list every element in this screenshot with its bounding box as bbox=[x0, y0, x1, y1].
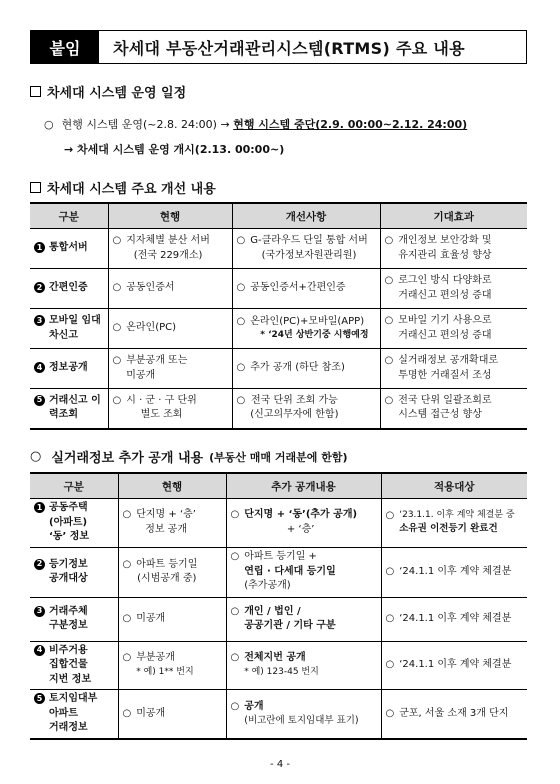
schedule-line-2: → 차세대 시스템 운영 개시(2.13. 00:00~) bbox=[64, 143, 285, 156]
col-header: 기대효과 bbox=[380, 203, 527, 229]
cell-text: 시스템 접근성 향상 bbox=[398, 409, 482, 421]
col-header: 현행 bbox=[108, 203, 232, 229]
cell-text: ‘24.1.1 이후 계약 체결분 bbox=[399, 659, 512, 670]
cell-text: 미공개 bbox=[126, 369, 156, 381]
number-badge-icon: 4 bbox=[34, 362, 45, 373]
cell-text: 아파트 등기일 + bbox=[244, 551, 317, 563]
table-row: 3 거래주체 구분정보 ○ 미공개 ○ 개인 / 법인 / 공공기관 / 기타 구분 ○ ‘24.1.1 이후 계약 체결분 bbox=[30, 597, 527, 641]
section1-heading bbox=[30, 82, 186, 101]
row-label: 거래정보 bbox=[49, 722, 88, 733]
circle-bullet-icon: ○ bbox=[44, 118, 54, 131]
col-header: 추가 공개내용 bbox=[226, 473, 381, 499]
cell-text: 정보 공개 bbox=[145, 523, 188, 535]
number-badge-icon: 1 bbox=[34, 242, 45, 253]
row-label: 통합서버 bbox=[49, 242, 88, 254]
cell-text: 온라인(PC) bbox=[126, 322, 177, 334]
row-label: 간편인증 bbox=[49, 282, 88, 294]
row-label: 비주거용 bbox=[49, 644, 88, 656]
number-badge-icon: 2 bbox=[34, 559, 45, 570]
table-row: 2 등기정보 공개대상 ○ 아파트 등기일 (시범공개 중) ○ 아파트 등기일 + 연립 · 다세대 등기일 (추가공개) ○ ‘24.1.1 이후 계약 체결분 bbox=[30, 547, 527, 597]
cell-text: 거래신고 편의성 증대 bbox=[398, 329, 492, 341]
cell-text: 공동인증서+간편인증 bbox=[250, 282, 346, 294]
row-label: ‘동’ 정보 bbox=[49, 531, 90, 542]
cell-text: 시 · 군 · 구 단위 bbox=[126, 394, 197, 406]
square-bullet-icon bbox=[30, 182, 41, 193]
cell-text: (국가정보자원관리원) bbox=[261, 249, 357, 261]
cell-text: 공동인증서 bbox=[126, 282, 175, 294]
cell-text: 단지명 + ‘층’ bbox=[136, 509, 196, 521]
cell-note: * ‘24년 상반기중 시행예정 bbox=[260, 330, 369, 341]
title-bar bbox=[30, 30, 527, 64]
col-header: 구분 bbox=[30, 203, 108, 229]
table-row: 4 비주거용 집합건물 지번 정보 ○ 부분공개 * 예) 1** 번지 ○ 전체지번 공개 * 예) 123-45 번지 ○ ‘24.1.1 이후 계약 체결분 bbox=[30, 641, 527, 690]
cell-text: 지자체별 분산 서버 bbox=[126, 235, 210, 246]
cell-text: 로그인 방식 다양화로 bbox=[398, 275, 492, 286]
page-title: 차세대 부동산거래관리시스템(RTMS) 주요 내용 bbox=[113, 38, 465, 58]
cell-text: 공공기관 / 기타 구분 bbox=[244, 620, 336, 631]
row-label: 구분정보 bbox=[49, 620, 88, 631]
cell-text: G-클라우드 단일 통합 서버 bbox=[250, 235, 368, 246]
row-label: 모바일 임대차신고 bbox=[49, 315, 101, 341]
circle-bullet-icon: ○ bbox=[30, 449, 42, 464]
col-header: 적용대상 bbox=[381, 473, 527, 499]
number-badge-icon: 5 bbox=[34, 395, 45, 406]
cell-text: 거래신고 편의성 증대 bbox=[398, 289, 492, 301]
table-row: 4 정보공개 ○ 부분공개 또는 미공개 ○ 추가 공개 (하단 참조) ○ 실거래정보 공개확대로 투명한 거래질서 조성 bbox=[30, 349, 527, 389]
schedule-suspend: 현행 시스템 중단(2.9. 00:00~2.12. 24:00) bbox=[233, 118, 468, 131]
cell-text: 미공개 bbox=[136, 612, 166, 624]
row-label: 아파트 bbox=[49, 707, 78, 719]
cell-text: (신고의무자에 한함) bbox=[250, 409, 339, 421]
section3-heading-text: 실거래정보 추가 공개 내용 bbox=[51, 451, 204, 466]
table-row: 1 공동주택 (아파트) ‘동’ 정보 ○ 단지명 + ‘층’ 정보 공개 ○ 단지명 + ‘동’(추가 공개) + ‘층’ ○ ‘23.1.1. 이후 계약 체결분 중 소유권 이전등기 완료건 bbox=[30, 499, 527, 548]
number-badge-icon: 2 bbox=[34, 282, 45, 293]
row-label: 공개대상 bbox=[49, 573, 88, 584]
section3-heading-sub: (부동산 매매 거래분에 한함) bbox=[209, 450, 348, 464]
cell-text: 전국 단위 조회 가능 bbox=[250, 394, 338, 406]
square-bullet-icon bbox=[30, 86, 41, 97]
row-label: 정보공개 bbox=[49, 362, 88, 374]
cell-text: ‘24.1.1 이후 계약 체결분 bbox=[399, 565, 512, 577]
section2-heading-text: 차세대 시스템 주요 개선 내용 bbox=[47, 182, 216, 197]
cell-text: 전국 단위 일괄조회로 bbox=[398, 394, 492, 406]
row-label: 거래신고 이력조회 bbox=[49, 394, 101, 421]
cell-text: 모바일 기기 사용으로 bbox=[398, 315, 492, 326]
cell-text: 투명한 거래질서 조성 bbox=[398, 369, 492, 381]
number-badge-icon: 1 bbox=[34, 502, 45, 513]
cell-text: 군포, 서울 소재 3개 단지 bbox=[399, 707, 509, 719]
cell-text: (시범공개 중) bbox=[137, 573, 197, 584]
table-row: 5 토지임대부 아파트 거래정보 ○ 미공개 ○ 공개 (비고란에 토지임대부 표기) ○ 군포, 서울 소재 3개 단지 bbox=[30, 690, 527, 739]
number-badge-icon: 3 bbox=[34, 606, 45, 617]
page-number: - 4 - bbox=[270, 759, 290, 770]
section2-heading bbox=[30, 178, 216, 197]
cell-text: + ‘층’ bbox=[286, 523, 315, 535]
cell-text: 유지관리 효율성 향상 bbox=[398, 249, 492, 261]
cell-note: * 예) 1** 번지 bbox=[136, 666, 194, 677]
improvement-table bbox=[30, 202, 527, 430]
table-header-row bbox=[30, 203, 527, 229]
row-label: 거래주체 bbox=[49, 605, 88, 617]
cell-text: 부분공개 또는 bbox=[126, 355, 188, 366]
cell-text: 공개 bbox=[244, 700, 264, 712]
disclosure-table bbox=[30, 472, 527, 740]
cell-text: 미공개 bbox=[136, 707, 166, 719]
row-label: 지번 정보 bbox=[49, 673, 92, 685]
col-header: 현행 bbox=[118, 473, 226, 499]
cell-text: 연립 · 다세대 등기일 bbox=[244, 565, 336, 577]
col-header: 구분 bbox=[30, 473, 118, 499]
number-badge-icon: 4 bbox=[34, 645, 45, 656]
row-label: 등기정보 bbox=[49, 558, 88, 570]
cell-text: 추가 공개 (하단 참조) bbox=[250, 362, 345, 374]
attachment-tag: 붙임 bbox=[31, 31, 99, 63]
table-row: 3 모바일 임대차신고 ○ 온라인(PC) ○ 온라인(PC)+모바일(APP) * ‘24년 상반기중 시행예정 ○ 모바일 기기 사용으로 거래신고 편의성 증대 bbox=[30, 309, 527, 349]
section1-heading-text: 차세대 시스템 운영 일정 bbox=[47, 86, 187, 101]
cell-text: 별도 조회 bbox=[140, 409, 183, 421]
table-row: 1 통합서버 ○ 지자체별 분산 서버 (전국 229개소) ○ G-클라우드 단일 통합 서버 (국가정보자원관리원) ○ 개인정보 보안강화 및 유지관리 효율성 향상 bbox=[30, 229, 527, 269]
section3-heading bbox=[30, 447, 348, 466]
cell-text: 소유권 이전등기 완료건 bbox=[399, 523, 498, 535]
row-label: 공동주택 bbox=[49, 502, 88, 513]
col-header: 개선사항 bbox=[232, 203, 380, 229]
cell-text: 부분공개 bbox=[136, 652, 175, 664]
cell-text: 단지명 + ‘동’(추가 공개) bbox=[244, 509, 358, 521]
row-label: (아파트) bbox=[49, 516, 88, 528]
table-row: 2 간편인증 ○ 공동인증서 ○ 공동인증서+간편인증 ○ 로그인 방식 다양화로 거래신고 편의성 증대 bbox=[30, 269, 527, 309]
cell-text: ‘24.1.1 이후 계약 체결분 bbox=[399, 612, 512, 624]
row-label: 집합건물 bbox=[49, 659, 88, 670]
cell-text: ‘23.1.1. 이후 계약 체결분 중 bbox=[399, 510, 515, 521]
number-badge-icon: 5 bbox=[34, 693, 45, 704]
cell-text: 아파트 등기일 bbox=[136, 558, 198, 570]
cell-text: 온라인(PC)+모바일(APP) bbox=[250, 315, 365, 327]
cell-note: * 예) 123-45 번지 bbox=[244, 666, 319, 677]
cell-note: (비고란에 토지임대부 표기) bbox=[244, 715, 359, 727]
row-label: 토지임대부 bbox=[49, 693, 98, 704]
cell-text: 개인 / 법인 / bbox=[244, 605, 301, 617]
number-badge-icon: 3 bbox=[34, 315, 45, 326]
cell-text: (추가공개) bbox=[244, 580, 291, 592]
schedule-current: 현행 시스템 운영(~2.8. 24:00) → bbox=[61, 118, 234, 131]
cell-text: 전체지번 공개 bbox=[244, 652, 306, 664]
schedule-line-1 bbox=[44, 116, 467, 132]
cell-text: 개인정보 보안강화 및 bbox=[398, 235, 492, 246]
cell-text: 실거래정보 공개확대로 bbox=[398, 355, 499, 366]
table-row: 5 거래신고 이력조회 ○ 시 · 군 · 구 단위 별도 조회 ○ 전국 단위 조회 가능 (신고의무자에 한함) ○ 전국 단위 일괄조회로 시스템 접근성 향상 bbox=[30, 389, 527, 429]
cell-text: (전국 229개소) bbox=[133, 249, 203, 261]
table-header-row bbox=[30, 473, 527, 499]
